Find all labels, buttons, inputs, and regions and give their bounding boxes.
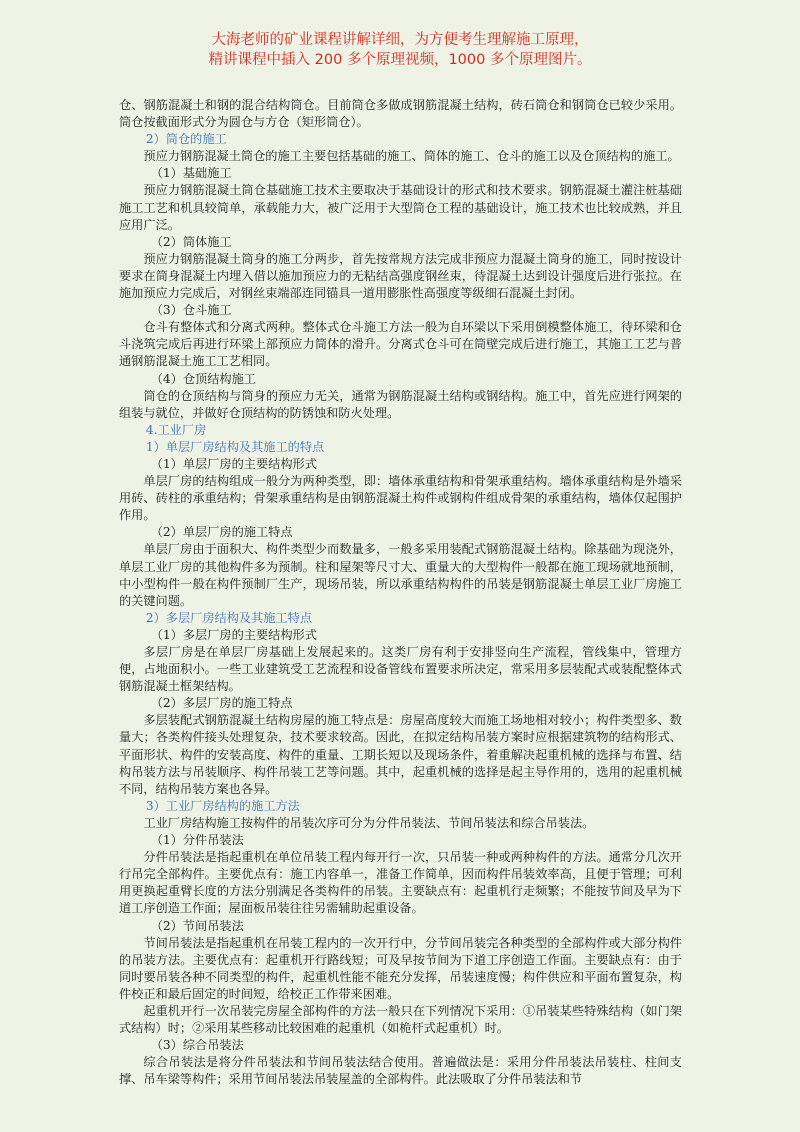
promo-banner xyxy=(0,30,800,70)
body-paragraph: 单层厂房的结构组成一般分为两种类型，即：墙体承重结构和骨架承重结构。墙体承重结构是外墙采用砖、砖柱的承重结构；骨架承重结构是由钢筋混凝土构件或钢构件组成骨架的承重结构，墙体仅起围护作用。 xyxy=(119,474,682,523)
section-heading: 2）筒仓的施工 xyxy=(145,132,227,147)
subsection-heading: （4）仓顶结构施工 xyxy=(150,371,256,386)
subsection-heading: （2）单层厂房的施工特点 xyxy=(150,525,293,540)
subsection-heading: （1）多层厂房的主要结构形式 xyxy=(150,627,317,642)
body-paragraph: 起重机开行一次吊装完房屋全部构件的方法一般只在下列情况下采用：①吊装某些特殊结构（如门架式结构）时；②采用某些移动比较困难的起重机（如桅杆式起重机）时。 xyxy=(119,1003,682,1036)
subsection-heading: （1）基础施工 xyxy=(150,166,232,181)
body-paragraph: 分件吊装法是指起重机在单位吊装工程内每开行一次，只吊装一种或两种构件的方法。通常分几次开行吊完全部构件。主要优点有：施工内容单一，准备工作简单，因而构件吊装效率高，且便于管理；可利用更换起重臂长度的方法分别满足各类构件的吊装。主要缺点有：起重机行走频繁；不能按节间及早为下道工序创造工作面；屋面板吊装往往另需辅助起重设备。 xyxy=(119,850,682,916)
subsection-heading: （1）分件吊装法 xyxy=(150,833,244,848)
subsection-heading: （2）节间吊装法 xyxy=(150,918,244,933)
subsection-heading: （1）单层厂房的主要结构形式 xyxy=(150,456,317,471)
section-heading: 4.工业厂房 xyxy=(145,422,207,437)
section-heading: 1）单层厂房结构及其施工的特点 xyxy=(145,439,325,454)
body-paragraph: 多层厂房是在单层厂房基础上发展起来的。这类厂房有利于安排竖向生产流程，管线集中，管理方便，占地面积小。一些工业建筑受工艺流程和设备管线布置要求所决定，常采用多层装配式或装配整体式钢筋混凝土框架结构。 xyxy=(119,645,682,694)
body-paragraph: 单层厂房由于面积大、构件类型少而数量多，一般多采用装配式钢筋混凝土结构。除基础为现浇外，单层工业厂房的其他构件多为预制。柱和屋架等尺寸大、重量大的大型构件一般都在施工现场就地预制，中小型构件一般在构件预制厂生产，现场吊装，所以承重结构构件的吊装是钢筋混凝土单层工业厂房施工的关键问题。 xyxy=(119,542,682,608)
body-paragraph: 预应力钢筋混凝土筒仓基础施工技术主要取决于基础设计的形式和技术要求。钢筋混凝土灌注桩基础施工工艺和机具较简单，承载能力大，被广泛用于大型筒仓工程的基础设计，施工技术也比较成熟，并且应用广泛。 xyxy=(119,183,682,232)
body-paragraph: 节间吊装法是指起重机在吊装工程内的一次开行中，分节间吊装完各种类型的全部构件或大部分构件的吊装方法。主要优点有：起重机开行路线短；可及早按节间为下道工序创造工作面。主要缺点有：由于同时要吊装各种不同类型的构件，起重机性能不能充分发挥，吊装速度慢；构件供应和平面布置复杂，构件校正和最后固定的时间短，给校正工作带来困难。 xyxy=(119,935,682,1001)
body-paragraph: 预应力钢筋混凝土筒身的施工分两步，首先按常规方法完成非预应力混凝土筒身的施工，同时按设计要求在筒身混凝土内埋入借以施加预应力的无粘结高强度钢丝束，待混凝土达到设计强度后进行张拉。在施加预应力完成后，对钢丝束端部连同锚具一道用膨胀性高强度等级细石混凝土封闭。 xyxy=(119,251,682,301)
body-paragraph: 仓斗有整体式和分离式两种。整体式仓斗施工方法一般为自环梁以下采用倒模整体施工，待环梁和仓斗浇筑完成后再进行环梁上部预应力筒体的滑升。分离式仓斗可在筒壁完成后进行施工，其施工工艺与普通钢筋混凝土施工工艺相同。 xyxy=(119,320,682,369)
body-paragraph: 综合吊装法是将分件吊装法和节间吊装法结合使用。普遍做法是：采用分件吊装法吊装柱、柱间支撑、吊车梁等构件；采用节间吊装法吊装屋盖的全部构件。此法吸取了分件吊装法和节 xyxy=(119,1055,682,1087)
subsection-heading: （2）多层厂房的施工特点 xyxy=(150,696,293,711)
body-paragraph: 预应力钢筋混凝土筒仓的施工主要包括基础的施工、筒体的施工、仓斗的施工以及仓顶结构的施工。 xyxy=(143,149,680,164)
document-body xyxy=(119,97,682,1088)
section-heading: 2）多层厂房结构及其施工特点 xyxy=(145,610,313,625)
subsection-heading: （3）综合吊装法 xyxy=(150,1038,244,1053)
body-paragraph-continued: 仓、钢筋混凝土和钢的混合结构筒仓。目前筒仓多做成钢筋混凝土结构，砖石筒仓和钢筒仓已较少采用。筒仓按截面形式分为圆仓与方仓（矩形筒仓）。 xyxy=(119,98,682,130)
banner-line-2: 精讲课程中插入 200 多个原理视频，1000 多个原理图片。 xyxy=(208,52,592,68)
body-paragraph: 筒仓的仓顶结构与筒身的预应力无关，通常为钢筋混凝土结构或钢结构。施工中，首先应进行网架的组装与就位，并做好仓顶结构的防锈蚀和防火处理。 xyxy=(119,388,682,420)
banner-line-1: 大海老师的矿业课程讲解详细，为方便考生理解施工原理， xyxy=(211,32,589,48)
body-paragraph: 工业厂房结构施工按构件的吊装次序可分为分件吊装法、节间吊装法和综合吊装法。 xyxy=(143,815,595,830)
section-heading: 3）工业厂房结构的施工方法 xyxy=(145,798,300,813)
subsection-heading: （2）筒体施工 xyxy=(150,234,232,249)
body-paragraph: 多层装配式钢筋混凝土结构房屋的施工特点是：房屋高度较大而施工场地相对较小；构件类型多、数量大；各类构件接头处理复杂，技术要求较高。因此，在拟定结构吊装方案时应根据建筑物的结构形式、平面形状、构件的安装高度、构件的重量、工期长短以及现场条件，着重解决起重机械的选择与布置、结构吊装方法与吊装顺序、构件吊装工艺等问题。其中，起重机械的选择是起主导作用的，选用的起重机械不同，结构吊装方案也各异。 xyxy=(119,713,682,796)
subsection-heading: （3）仓斗施工 xyxy=(150,303,232,318)
